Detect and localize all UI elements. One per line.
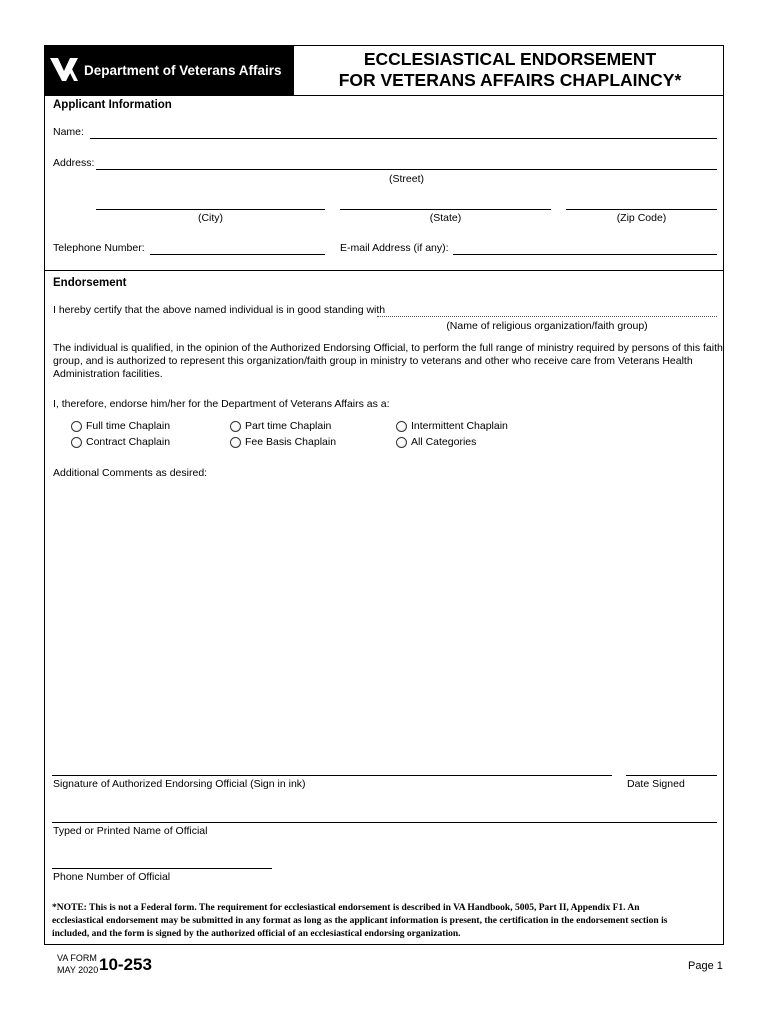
all-categories-radio[interactable] (396, 437, 407, 448)
street-caption: (Street) (388, 173, 424, 185)
name-label: Name: (53, 126, 84, 138)
telephone-label: Telephone Number: (53, 242, 145, 254)
address-label: Address: (53, 157, 95, 169)
endorse-text: I, therefore, endorse him/her for the Department of Veterans Affairs as a: (53, 398, 390, 410)
official-phone-label: Phone Number of Official (53, 871, 171, 883)
va-logo-icon (48, 55, 80, 83)
typed-name-field[interactable] (52, 822, 717, 823)
paragraph-line: The individual is qualified, in the opinion of the Authorized Endorsing Official, to perform the full range of ministry required by persons of this faith (53, 342, 723, 354)
typed-name-label: Typed or Printed Name of Official (53, 825, 208, 837)
date-signed-label: Date Signed (627, 778, 685, 790)
contract-chaplain-label: Contract Chaplain (86, 436, 171, 448)
part-time-chaplain-radio[interactable] (230, 421, 241, 432)
full-time-chaplain-label: Full time Chaplain (86, 420, 171, 432)
footnote (52, 902, 717, 941)
comments-area[interactable] (52, 484, 717, 764)
telephone-field[interactable] (150, 254, 325, 255)
form-title-line1: ECCLESIASTICAL ENDORSEMENT (363, 49, 657, 69)
footnote-line: included, and the form is signed by the authorized official of an ecclesiastical endorsing organization. (52, 929, 461, 939)
section-divider (44, 270, 724, 271)
signature-label: Signature of Authorized Endorsing Official (Sign in ink) (53, 778, 306, 790)
email-label: E-mail Address (if any): (340, 242, 449, 254)
all-categories-label: All Categories (411, 436, 477, 448)
full-time-chaplain-radio[interactable] (71, 421, 82, 432)
page-number: Page 1 (688, 960, 723, 972)
intermittent-chaplain-radio[interactable] (396, 421, 407, 432)
state-field[interactable] (340, 209, 551, 210)
signature-field[interactable] (52, 775, 612, 776)
qualification-paragraph (53, 342, 723, 381)
zip-caption: (Zip Code) (616, 212, 667, 224)
agency-name: Department of Veterans Affairs (84, 63, 282, 78)
intermittent-chaplain-label: Intermittent Chaplain (411, 420, 508, 432)
paragraph-line: group, and is authorized to represent this organization/faith group in ministry to veterans and other who receive care from Veterans Health (53, 355, 693, 367)
footnote-line: *NOTE: This is not a Federal form. The requirement for ecclesiastical endorsement is described in VA Handbook, 5005, Part II, Appendix F1. An (52, 903, 640, 913)
certify-text: I hereby certify that the above named individual is in good standing with (53, 304, 386, 316)
va-form-label: VA FORM (57, 953, 97, 963)
fee-basis-chaplain-label: Fee Basis Chaplain (245, 436, 337, 448)
paragraph-line: Administration facilities. (53, 368, 163, 380)
official-phone-field[interactable] (52, 868, 272, 869)
email-field[interactable] (453, 254, 717, 255)
city-caption: (City) (197, 212, 224, 224)
name-field[interactable] (90, 138, 717, 139)
zip-field[interactable] (566, 209, 717, 210)
state-caption: (State) (429, 212, 462, 224)
header-divider (44, 95, 724, 96)
date-signed-field[interactable] (626, 775, 717, 776)
organization-field[interactable] (377, 316, 717, 317)
form-date: MAY 2020 (57, 965, 99, 975)
comments-label: Additional Comments as desired: (53, 467, 208, 479)
endorsement-section-title: Endorsement (53, 277, 127, 289)
city-field[interactable] (96, 209, 325, 210)
footnote-line: ecclesiastical endorsement may be submitted in any format as long as the applicant information is present, the certification in the endorsement section is (52, 916, 668, 926)
organization-caption: (Name of religious organization/faith group) (446, 320, 648, 332)
form-title-line2: FOR VETERANS AFFAIRS CHAPLAINCY* (338, 70, 682, 90)
contract-chaplain-radio[interactable] (71, 437, 82, 448)
fee-basis-chaplain-radio[interactable] (230, 437, 241, 448)
street-field[interactable] (96, 169, 717, 170)
form-number: 10-253 (99, 955, 152, 974)
applicant-section-title: Applicant Information (53, 99, 172, 111)
part-time-chaplain-label: Part time Chaplain (245, 420, 332, 432)
